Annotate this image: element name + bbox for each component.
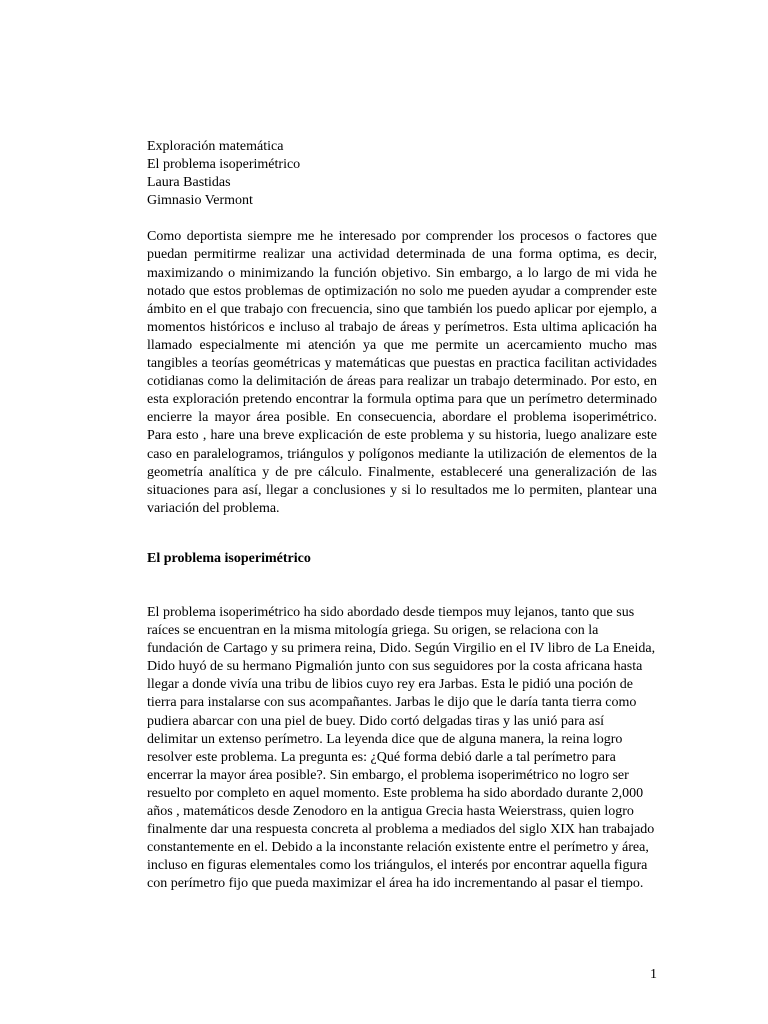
- document-subtitle: El problema isoperimétrico: [147, 157, 301, 173]
- document-header: [147, 138, 657, 210]
- page-number: 1: [650, 967, 657, 982]
- intro-paragraph: Como deportista siempre me he interesado por comprender los procesos o factores que puedan permitirme realizar una actividad determinada de una forma optima, es decir, maximizando o minimizando la función objetivo. Sin embargo, a lo largo de mi vida he notado que estos problemas de optimización no solo me pueden ayudar a comprender este ámbito en el que trabajo con frecuencia, sino que también los puedo aplicar por ejemplo, a momentos históricos e incluso al trabajo de áreas y perímetros. Esta ultima aplicación ha llamado especialmente mi atención ya que me permite un acercamiento mucho mas tangibles a teorías geométricas y matemáticas que puestas en practica facilitan actividades cotidianas como la delimitación de áreas para realizar un trabajo determinado. Por esto, en esta exploración pretendo encontrar la formula optima para que un perímetro determinado encierre la mayor área posible. En consecuencia, abordare el problema isoperimétrico. Para esto , hare una breve explicación de este problema y su historia, luego analizare este caso en paralelogramos, triángulos y polígonos mediante la utilización de elementos de la geometría analítica y de pre cálculo. Finalmente, estableceré una generalización de las situaciones para así, llegar a conclusiones y si lo resultados me lo permiten, plantear una variación del problema.: [147, 229, 657, 516]
- section-paragraph: El problema isoperimétrico ha sido abordado desde tiempos muy lejanos, tanto que sus raíces se encuentran en la misma mitología griega. Su origen, se relaciona con la fundación de Cartago y su primera reina, Dido. Según Virgilio en el IV libro de La Eneida, Dido huyó de su hermano Pigmalión junto con sus seguidores por la costa africana hasta llegar a donde vivía una tribu de libios cuyo rey era Jarbas. Esta le pidió una poción de tierra para instalarse con sus acompañantes. Jarbas le dijo que le daría tanta tierra como pudiera abarcar con una piel de buey. Dido cortó delgadas tiras y las unió para así delimitar un extenso perímetro. La leyenda dice que de alguna manera, la reina logro resolver este problema. La pregunta es: ¿Qué forma debió darle a tal perímetro para encerrar la mayor área posible?. Sin embargo, el problema isoperimétrico no logro ser resuelto por completo en aquel momento. Este problema ha sido abordado durante 2,000 años , matemáticos desde Zenodoro en la antigua Grecia hasta Weierstrass, quien logro finalmente dar una respuesta concreta al problema a mediados del siglo XIX han trabajado constantemente en el. Debido a la inconstante relación existente entre el perímetro y área, incluso en figuras elementales como los triángulos, el interés por encontrar aquella figura con perímetro fijo que pueda maximizar el área ha ido incrementando al pasar el tiempo.: [147, 604, 656, 892]
- author-name: Laura Bastidas: [147, 175, 231, 191]
- section-heading: El problema isoperimétrico: [147, 550, 311, 566]
- school-name: Gimnasio Vermont: [147, 193, 253, 209]
- document-page: [147, 138, 657, 893]
- document-title: Exploración matemática: [147, 139, 284, 154]
